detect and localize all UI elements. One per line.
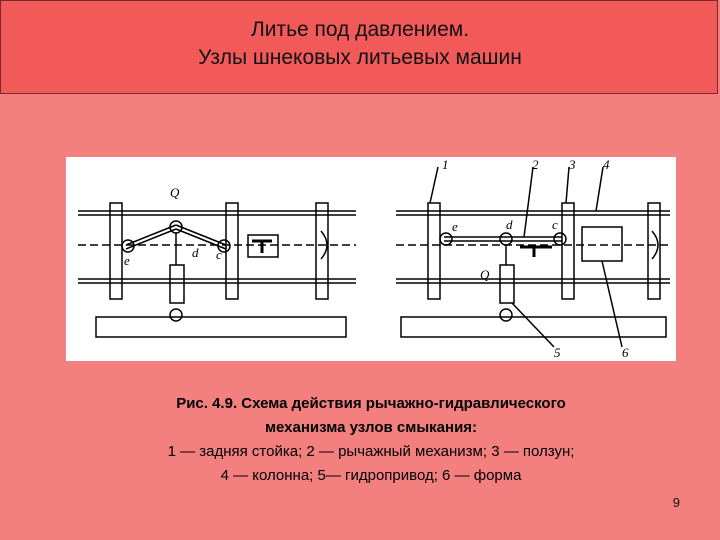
callout-2: 2 [532,157,539,172]
title-line-1: Литье под давлением. [250,18,470,41]
left-base [96,317,346,337]
label-c-left: c [216,247,222,262]
label-c-right: c [552,217,558,232]
callout-5: 5 [554,345,561,360]
right-rear-stand [428,203,440,299]
slide-title [0,16,720,72]
page-number: 9 [672,495,680,510]
label-e-right: e [452,219,458,234]
title-line-2: Узлы шнековых литьевых машин [198,46,522,69]
callout-6: 6 [622,345,629,360]
caption-line-3: 1 — задняя стойка; 2 — рычажный механизм; 3 — ползун; [167,443,575,460]
callout-4: 4 [603,157,610,172]
callout-3: 3 [569,157,576,172]
callout-1: 1 [442,157,449,172]
caption-line-4: 4 — колонна; 5— гидропривод; 6 — форма [220,467,522,484]
label-e-left: e [124,253,130,268]
label-d-left: d [192,245,199,260]
mechanism-figure [66,157,676,361]
right-machine [396,167,670,347]
label-q-left: Q [170,185,180,200]
left-rear-stand [110,203,122,299]
caption-line-2: механизма узлов смыкания: [264,419,478,436]
right-slider [562,203,574,299]
label-d-right: d [506,217,513,232]
left-machine [78,203,356,337]
right-front-stand [648,203,660,299]
caption-line-1: Рис. 4.9. Схема действия рычажно-гидравлического [176,395,566,412]
mechanism-diagram [66,157,676,361]
figure-caption [66,392,676,488]
right-base [401,317,666,337]
label-q-right: Q [480,267,490,282]
